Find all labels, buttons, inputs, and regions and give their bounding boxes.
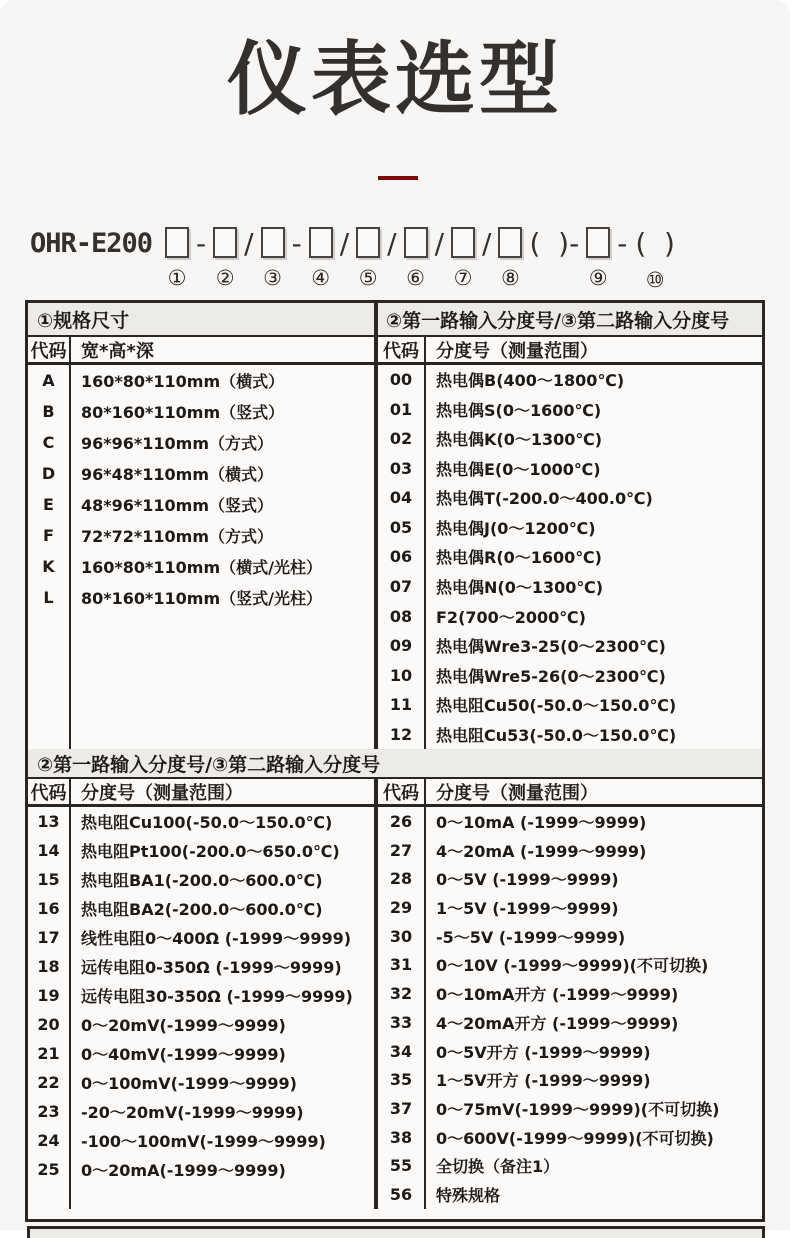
desc-cell: 0～5V (-1999～9999) [436, 870, 619, 890]
section1-header-right: ②第一路输入分度号/③第二路输入分度号 [386, 309, 730, 332]
model-code-slot [434, 227, 445, 293]
desc-cell: 热电偶R(0～1600℃) [436, 548, 602, 568]
table-row [378, 542, 762, 572]
code-cell: B [42, 402, 55, 421]
table-row [378, 836, 762, 865]
desc-cell: 0～40mV(-1999～9999) [81, 1045, 286, 1064]
code-cell: K [42, 557, 55, 576]
table-row [378, 690, 762, 720]
code-box [451, 227, 475, 258]
desc-cell: 4～20mA (-1999～9999) [436, 841, 647, 861]
col-desc-label: 分度号（测量范围） [436, 782, 598, 804]
desc-cell: 热电偶J(0～1200℃) [436, 518, 596, 538]
code-cell: 33 [389, 1012, 413, 1032]
table-row [28, 1126, 374, 1155]
section1-header [28, 303, 762, 337]
desc-cell: 0～10mA开方 (-1999～9999) [436, 985, 679, 1005]
col-code-label: 代码 [383, 782, 419, 804]
table-row [378, 893, 762, 922]
model-code-slot [451, 227, 475, 291]
separator-text: / [244, 227, 254, 260]
section2-column-header [28, 779, 762, 807]
code-cell: 06 [389, 547, 413, 567]
desc-cell: -20～20mV(-1999～9999) [81, 1103, 304, 1122]
code-cell: 13 [37, 812, 60, 831]
code-cell: 08 [389, 606, 413, 626]
col-code-label: 代码 [383, 340, 419, 362]
circled-number: ⑧ [501, 266, 520, 290]
section2-left-rows [28, 807, 374, 1209]
model-code-slot [261, 227, 285, 291]
table-row [378, 1152, 762, 1181]
col-code-label: 代码 [30, 782, 67, 804]
model-code-slot [498, 227, 522, 291]
desc-cell: 96*48*110mm（横式） [81, 465, 274, 484]
model-code-slot [386, 227, 397, 293]
circled-number: ① [167, 266, 187, 290]
separator-text: - [617, 227, 628, 260]
desc-cell: 0～75mV(-1999～9999)(不可切换) [436, 1100, 720, 1120]
table-row [28, 894, 374, 923]
desc-cell: 48*96*110mm（竖式） [81, 496, 274, 515]
model-code-slot [481, 227, 492, 293]
desc-cell: 热电阻Cu100(-50.0～150.0℃) [81, 813, 333, 832]
table-row [28, 952, 374, 981]
code-cell: 35 [389, 1070, 413, 1090]
code-cell: 23 [37, 1102, 60, 1121]
desc-cell: 0～100mV(-1999～9999) [81, 1074, 297, 1093]
table-row [378, 424, 762, 454]
desc-cell: 热电偶T(-200.0～400.0℃) [436, 489, 653, 509]
table-row [28, 1039, 374, 1068]
table-row [28, 865, 374, 894]
section1-left-rows [28, 365, 374, 749]
table-row [28, 1155, 374, 1184]
code-box [586, 227, 610, 258]
code-cell: 17 [37, 928, 60, 947]
table-row [28, 396, 374, 427]
table-row [378, 660, 762, 690]
table-row [378, 979, 762, 1008]
code-box [213, 227, 237, 258]
model-code-slots [162, 227, 679, 293]
code-cell: 28 [389, 869, 413, 889]
table-row [28, 923, 374, 952]
separator-text: - [291, 227, 302, 260]
desc-cell: 80*160*110mm（竖式） [81, 403, 285, 422]
table-row [28, 981, 374, 1010]
desc-cell: 160*80*110mm（横式/光柱） [81, 558, 322, 577]
col-desc-label: 分度号（测量范围） [436, 340, 598, 362]
section1-right-rows [378, 365, 762, 749]
code-box [356, 227, 380, 258]
desc-cell: 72*72*110mm（方式） [81, 527, 274, 546]
model-code-slot [243, 227, 254, 293]
code-cell: 24 [37, 1131, 60, 1150]
code-box [261, 227, 285, 258]
desc-cell: 远传电阻30-350Ω (-1999～9999) [81, 987, 353, 1006]
desc-cell: 0～5V开方 (-1999～9999) [436, 1042, 651, 1062]
code-cell: 15 [37, 870, 60, 889]
code-cell: 12 [389, 724, 413, 744]
table-row [378, 483, 762, 513]
section1-header-left: ①规格尺寸 [28, 303, 378, 335]
desc-cell: 热电阻Pt100(-200.0～650.0℃) [81, 842, 340, 861]
desc-cell: 远传电阻0-350Ω (-1999～9999) [81, 958, 342, 977]
table-row [378, 1094, 762, 1123]
model-code-slot [195, 227, 207, 293]
code-cell: 20 [37, 1015, 60, 1034]
table-row [28, 1068, 374, 1097]
desc-cell: 热电偶N(0～1300℃) [436, 577, 604, 597]
table-row [28, 458, 374, 489]
table-row [378, 719, 762, 749]
desc-cell: 全切换（备注1） [436, 1157, 560, 1177]
table-row [378, 951, 762, 980]
code-cell: 11 [389, 695, 413, 715]
code-cell: 29 [389, 898, 413, 918]
circled-number: ③ [263, 266, 282, 290]
section2-header: ②第一路输入分度号/③第二路输入分度号 [28, 749, 762, 779]
desc-cell: 80*160*110mm（竖式/光柱） [81, 589, 322, 608]
desc-cell: 0～20mA(-1999～9999) [81, 1161, 286, 1180]
code-cell: 21 [37, 1044, 60, 1063]
model-code-slot [291, 227, 303, 293]
code-cell: 14 [37, 841, 60, 860]
desc-cell: 0～10mA (-1999～9999) [436, 812, 647, 832]
code-cell: 32 [389, 984, 413, 1004]
next-section-sliver [27, 1226, 765, 1238]
model-prefix: OHR-E200 [30, 228, 153, 259]
model-code-slot [339, 227, 350, 293]
code-cell: 16 [37, 899, 60, 918]
desc-cell: 热电阻Cu50(-50.0～150.0℃) [436, 696, 677, 716]
separator-text: / [387, 227, 397, 260]
circled-number: ④ [311, 266, 331, 290]
table-row [28, 520, 374, 551]
desc-cell: 热电偶B(400～1800℃) [436, 371, 625, 391]
table-row [378, 1037, 762, 1066]
table-row [28, 836, 374, 865]
table-row [28, 551, 374, 582]
table-row [378, 365, 762, 395]
model-code-slot [165, 227, 189, 291]
model-code-line [30, 227, 780, 293]
col-desc-label: 宽*高*深 [81, 340, 154, 362]
table-row [378, 513, 762, 543]
circled-number: ⑤ [358, 266, 378, 290]
desc-cell: -5～5V (-1999～9999) [436, 927, 626, 947]
table-row [28, 427, 374, 458]
code-cell: C [42, 433, 55, 452]
code-cell: 19 [37, 986, 60, 1005]
code-cell: 18 [37, 957, 60, 976]
code-cell: 10 [389, 665, 413, 685]
code-cell: 22 [37, 1073, 60, 1092]
col-code-label: 代码 [30, 340, 67, 362]
table-row [378, 1123, 762, 1152]
desc-cell: 特殊规格 [436, 1186, 501, 1206]
code-cell: 04 [389, 488, 413, 508]
code-cell: 00 [389, 370, 413, 390]
separator-text: / [482, 227, 492, 260]
page-title: 仪表选型 [227, 33, 563, 126]
code-cell: 27 [389, 840, 413, 860]
code-cell: 01 [389, 399, 413, 419]
code-cell: 25 [37, 1160, 60, 1179]
code-box [165, 227, 189, 258]
desc-cell: 160*80*110mm（横式） [81, 372, 285, 391]
desc-cell: 96*96*110mm（方式） [81, 434, 274, 453]
model-code-slot [616, 227, 628, 293]
desc-cell: 热电偶Wre3-25(0～2300℃) [436, 637, 666, 657]
separator-text: ( ) [635, 227, 675, 260]
section2-body [28, 807, 762, 1209]
code-box [498, 227, 522, 258]
code-cell: 07 [389, 576, 413, 596]
separator-text: / [339, 227, 350, 260]
code-box [404, 227, 428, 258]
circled-number: ⑨ [588, 266, 608, 290]
desc-cell: 热电阻BA1(-200.0～600.0℃) [81, 871, 323, 890]
code-cell: L [43, 588, 54, 607]
table-row [28, 489, 374, 520]
desc-cell: 1～5V (-1999～9999) [436, 899, 619, 919]
code-cell: 09 [389, 636, 413, 656]
desc-cell: 热电偶S(0～1600℃) [436, 400, 602, 420]
desc-cell: F2(700～2000℃) [436, 607, 586, 627]
model-code-slot [356, 227, 380, 291]
desc-cell: 热电偶Wre5-26(0～2300℃) [436, 666, 666, 686]
table-row [28, 1097, 374, 1126]
section1-column-header [28, 337, 762, 365]
separator-text: ( )- [529, 227, 580, 260]
table-row [28, 807, 374, 836]
desc-cell: 热电阻BA2(-200.0～600.0℃) [81, 900, 323, 919]
code-cell: 34 [389, 1041, 413, 1061]
table-row [378, 807, 762, 836]
circled-number: ⑥ [406, 266, 425, 290]
table-row [378, 631, 762, 661]
desc-cell: 0～20mV(-1999～9999) [81, 1016, 286, 1035]
col-desc-label: 分度号（测量范围） [81, 782, 243, 804]
table-row [378, 864, 762, 893]
code-cell: E [43, 495, 54, 514]
separator-text: - [196, 227, 207, 260]
table-row [378, 1008, 762, 1037]
table-row [378, 454, 762, 484]
table-row [378, 572, 762, 602]
desc-cell: 热电阻Cu53(-50.0～150.0℃) [436, 725, 677, 745]
code-box [309, 227, 333, 258]
circled-number: ② [215, 266, 235, 290]
table-row [378, 1065, 762, 1094]
table-row [378, 395, 762, 425]
table-row [28, 582, 374, 613]
code-cell: F [43, 526, 54, 545]
code-cell: 56 [389, 1185, 413, 1205]
model-code-slot [586, 227, 610, 291]
code-cell: 26 [389, 811, 413, 831]
desc-cell: 热电偶E(0～1000℃) [436, 459, 601, 479]
code-cell: 03 [389, 458, 413, 478]
code-cell: 31 [389, 955, 413, 975]
code-cell: 38 [389, 1127, 413, 1147]
code-cell: 55 [389, 1156, 413, 1176]
table-row [378, 922, 762, 951]
table-row [28, 365, 374, 396]
model-code-slot [528, 227, 580, 293]
code-cell: 37 [389, 1099, 413, 1119]
table-row [28, 1010, 374, 1039]
accent-dash [378, 176, 418, 180]
circled-number: ⑩ [645, 268, 665, 292]
model-code-slot [404, 227, 428, 291]
desc-cell: 1～5V开方 (-1999～9999) [436, 1071, 651, 1091]
desc-cell: 4～20mA开方 (-1999～9999) [436, 1013, 679, 1033]
code-cell: D [41, 464, 56, 483]
table-row [378, 1180, 762, 1209]
desc-cell: -100～100mV(-1999～9999) [81, 1132, 326, 1151]
table-row [378, 601, 762, 631]
section2-right-rows [378, 807, 762, 1209]
desc-cell: 热电偶K(0～1300℃) [436, 430, 603, 450]
section1-body [28, 365, 762, 749]
code-cell: A [42, 371, 55, 390]
desc-cell: 0～10V (-1999～9999)(不可切换) [436, 956, 709, 976]
desc-cell: 0～600V(-1999～9999)(不可切换) [436, 1128, 714, 1148]
code-cell: 30 [389, 926, 413, 946]
desc-cell: 线性电阻0～400Ω (-1999～9999) [81, 929, 352, 948]
separator-text: / [434, 227, 445, 260]
selection-table [25, 300, 765, 1222]
model-code-slot [309, 227, 333, 291]
code-cell: 05 [389, 517, 413, 537]
model-code-slot [213, 227, 237, 291]
model-code-slot [634, 227, 676, 293]
circled-number: ⑦ [453, 266, 473, 290]
code-cell: 02 [389, 429, 413, 449]
